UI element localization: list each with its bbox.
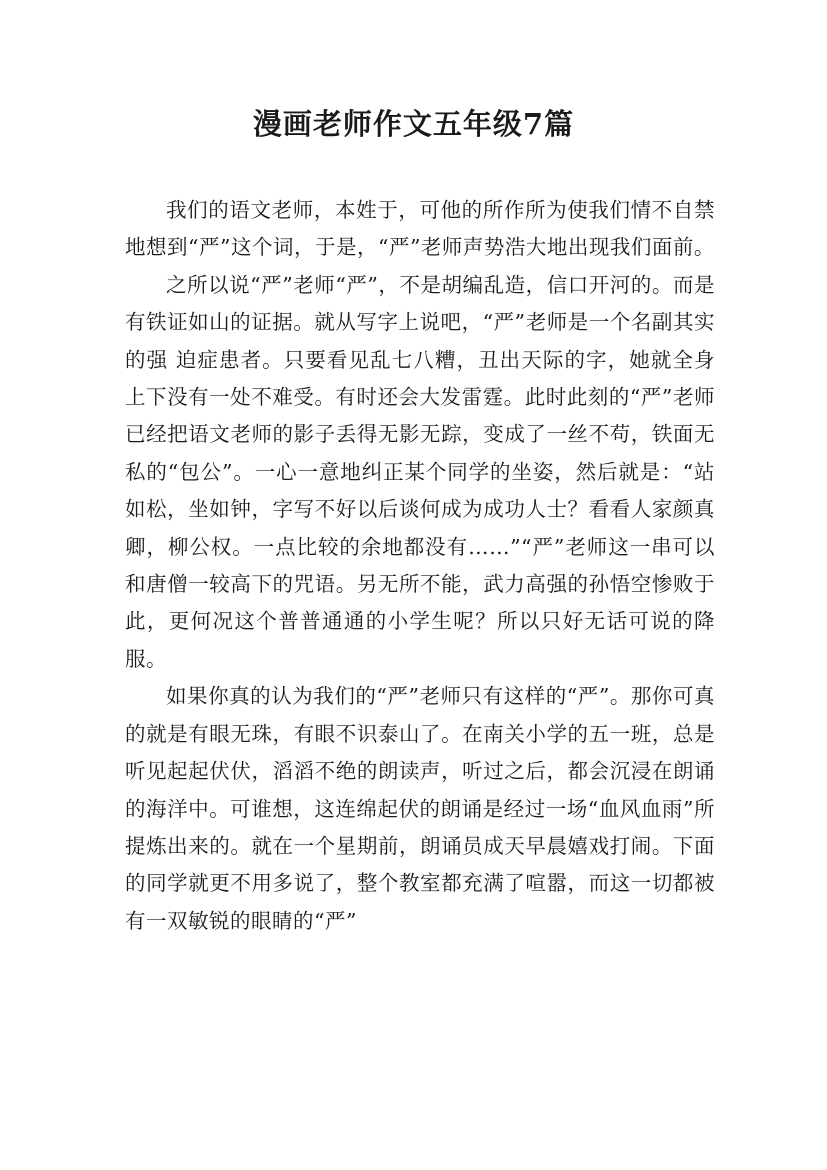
document-title: 漫画老师作文五年级7篇 xyxy=(252,107,575,141)
paragraph: 我们的语文老师，本姓于，可他的所作所为使我们情不自禁地想到“严”这个词，于是，“严”老师声势浩大地出现我们面前。 xyxy=(125,198,715,260)
document-body xyxy=(125,192,715,940)
paragraph: 如果你真的认为我们的“严”老师只有这样的“严”。那你可真的就是有眼无珠，有眼不识泰山了。在南关小学的五一班，总是听见起起伏伏，滔滔不绝的朗读声，听过之后，都会沉浸在朗诵的海洋中。可谁想，这连绵起伏的朗诵是经过一场“血风血雨”所提炼出来的。就在一个星期前，朗诵员成天早晨嬉戏打闹。下面的同学就更不用多说了，整个教室都充满了喧嚣，而这一切都被有一双敏锐的眼睛的“严” xyxy=(125,684,715,933)
paragraph: 之所以说“严”老师“严”，不是胡编乱造，信口开河的。而是有铁证如山的证据。就从写字上说吧，“严”老师是一个名副其实的强 迫症患者。只要看见乱七八糟，丑出天际的字，她就全身上下没有一处不难受。有时还会大发雷霆。此时此刻的“严”老师已经把语文老师的影子丢得无影无踪，变成了一丝不苟，铁面无私的“包公”。一心一意地纠正某个同学的坐姿，然后就是：“站如松，坐如钟，字写不好以后谈何成为成功人士？看看人家颜真卿，柳公权。一点比较的余地都没有……”“严”老师这一串可以和唐僧一较高下的咒语。另无所不能，武力高强的孙悟空惨败于此，更何况这个普普通通的小学生呢？所以只好无话可说的降服。 xyxy=(125,272,715,671)
